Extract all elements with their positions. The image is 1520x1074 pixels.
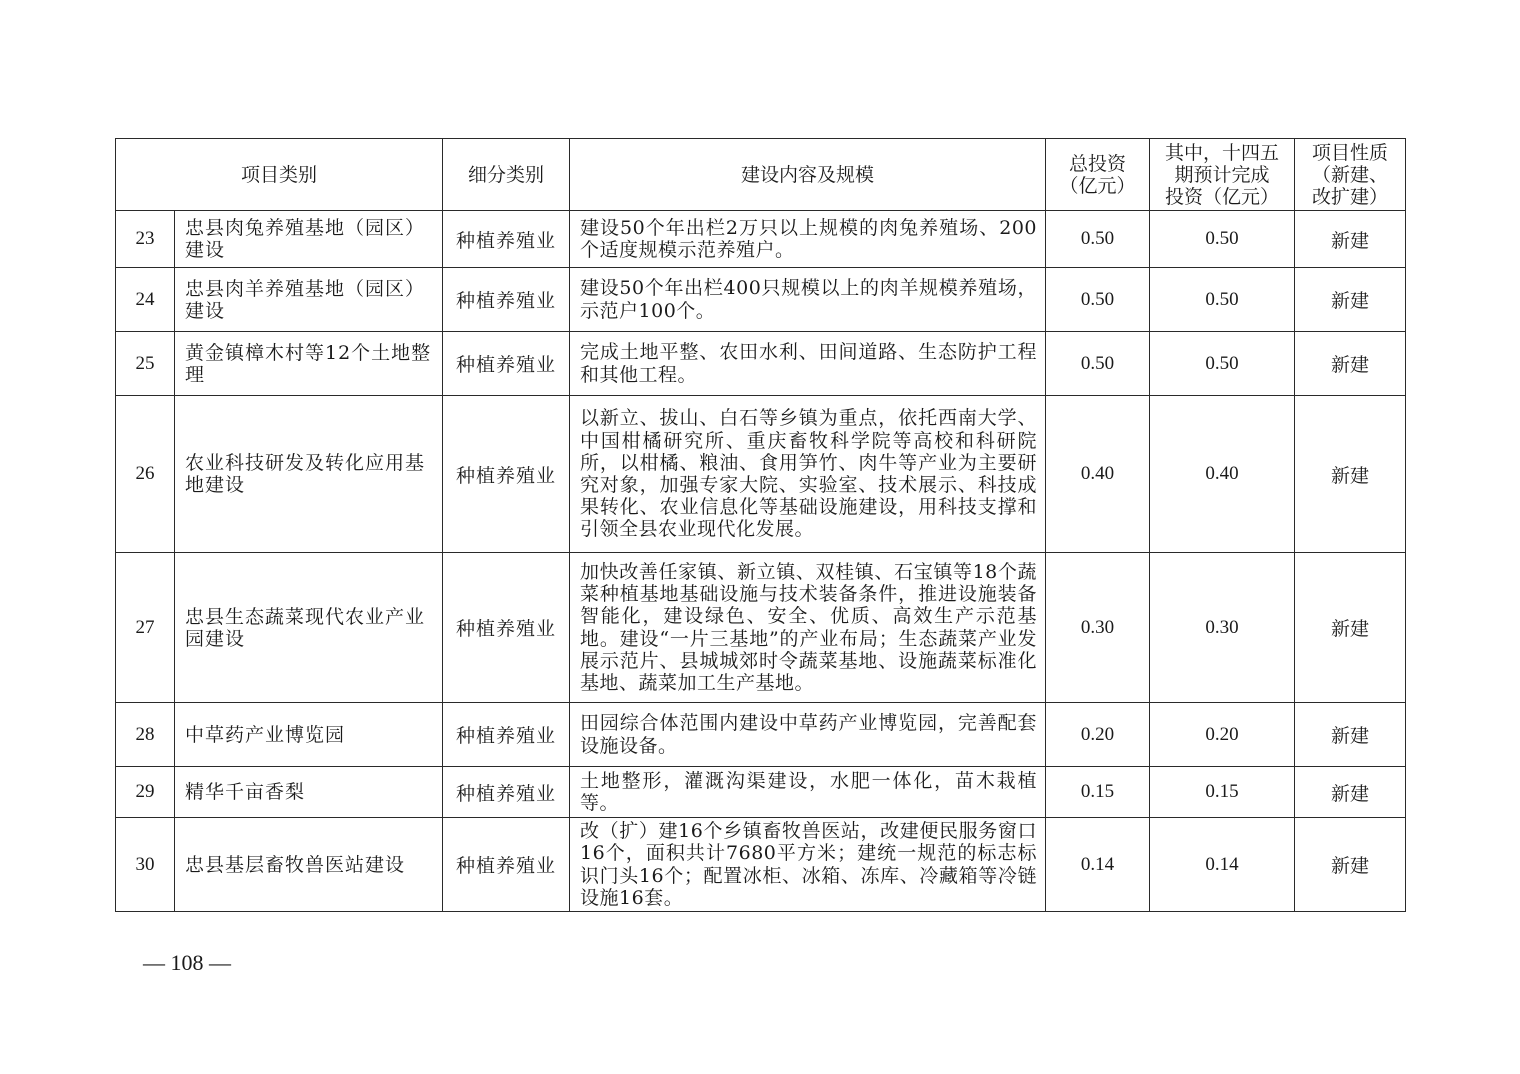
header-total-investment: [1046, 139, 1150, 211]
project-content: 建设50个年出栏400只规模以上的肉羊规模养殖场，示范户100个。: [570, 268, 1046, 332]
project-table: [115, 138, 1406, 912]
header-planned-investment: [1150, 139, 1295, 211]
header-planned-line3: 投资（亿元）: [1165, 185, 1280, 208]
header-nature-line3: 改扩建）: [1312, 185, 1389, 208]
header-nature-line2: （新建、: [1312, 163, 1389, 186]
planned-investment: 0.14: [1150, 818, 1295, 912]
planned-investment: 0.50: [1150, 332, 1295, 396]
project-subcategory: 种植养殖业: [443, 818, 570, 912]
project-name: 忠县肉羊养殖基地（园区）建设: [175, 268, 443, 332]
project-subcategory: 种植养殖业: [443, 767, 570, 818]
project-content: 田园综合体范围内建设中草药产业博览园，完善配套设施设备。: [570, 703, 1046, 767]
project-subcategory: 种植养殖业: [443, 553, 570, 703]
project-nature: 新建: [1295, 268, 1406, 332]
table-row: [116, 332, 1406, 396]
project-nature: 新建: [1295, 553, 1406, 703]
row-number: 28: [116, 703, 175, 767]
project-nature: 新建: [1295, 767, 1406, 818]
table-row: [116, 396, 1406, 553]
total-investment: 0.15: [1046, 767, 1150, 818]
table-row: [116, 703, 1406, 767]
project-nature: 新建: [1295, 332, 1406, 396]
project-name: 农业科技研发及转化应用基地建设: [175, 396, 443, 553]
project-name: 黄金镇樟木村等12个土地整理: [175, 332, 443, 396]
project-nature: 新建: [1295, 818, 1406, 912]
project-nature: 新建: [1295, 211, 1406, 268]
project-nature: 新建: [1295, 703, 1406, 767]
project-subcategory: 种植养殖业: [443, 211, 570, 268]
total-investment: 0.30: [1046, 553, 1150, 703]
header-planned-line1: 其中，十四五: [1165, 141, 1280, 164]
header-planned-line2: 期预计完成: [1174, 163, 1270, 186]
table-header-row: [116, 139, 1406, 211]
project-subcategory: 种植养殖业: [443, 703, 570, 767]
total-investment: 0.50: [1046, 332, 1150, 396]
project-name: 忠县肉兔养殖基地（园区）建设: [175, 211, 443, 268]
table-row: [116, 211, 1406, 268]
total-investment: 0.20: [1046, 703, 1150, 767]
row-number: 26: [116, 396, 175, 553]
total-investment: 0.14: [1046, 818, 1150, 912]
row-number: 27: [116, 553, 175, 703]
header-subcategory: 细分类别: [443, 139, 570, 211]
row-number: 23: [116, 211, 175, 268]
project-content: 建设50个年出栏2万只以上规模的肉兔养殖场、200个适度规模示范养殖户。: [570, 211, 1046, 268]
project-content: 以新立、拔山、白石等乡镇为重点，依托西南大学、中国柑橘研究所、重庆畜牧科学院等高校和科研院所，以柑橘、粮油、食用笋竹、肉牛等产业为主要研究对象，加强专家大院、实验室、技术展示、科技成果转化、农业信息化等基础设施建设，用科技支撑和引领全县农业现代化发展。: [570, 396, 1046, 553]
project-nature: 新建: [1295, 396, 1406, 553]
header-total-line1: 总投资: [1069, 152, 1127, 175]
planned-investment: 0.15: [1150, 767, 1295, 818]
table-row: [116, 553, 1406, 703]
project-name: 忠县生态蔬菜现代农业产业园建设: [175, 553, 443, 703]
planned-investment: 0.40: [1150, 396, 1295, 553]
total-investment: 0.50: [1046, 211, 1150, 268]
project-name: 中草药产业博览园: [175, 703, 443, 767]
project-name: 精华千亩香梨: [175, 767, 443, 818]
planned-investment: 0.20: [1150, 703, 1295, 767]
project-content: 土地整形，灌溉沟渠建设，水肥一体化，苗木栽植等。: [570, 767, 1046, 818]
row-number: 30: [116, 818, 175, 912]
total-investment: 0.50: [1046, 268, 1150, 332]
table-row: [116, 767, 1406, 818]
project-content: 改（扩）建16个乡镇畜牧兽医站，改建便民服务窗口16个，面积共计7680平方米；建统一规范的标志标识门头16个；配置冰柜、冰箱、冻库、冷藏箱等冷链设施16套。: [570, 818, 1046, 912]
project-subcategory: 种植养殖业: [443, 332, 570, 396]
planned-investment: 0.50: [1150, 211, 1295, 268]
table-row: [116, 818, 1406, 912]
total-investment: 0.40: [1046, 396, 1150, 553]
planned-investment: 0.50: [1150, 268, 1295, 332]
row-number: 29: [116, 767, 175, 818]
header-category: 项目类别: [116, 139, 443, 211]
header-nature-line1: 项目性质: [1312, 141, 1389, 164]
project-subcategory: 种植养殖业: [443, 268, 570, 332]
row-number: 25: [116, 332, 175, 396]
project-name: 忠县基层畜牧兽医站建设: [175, 818, 443, 912]
planned-investment: 0.30: [1150, 553, 1295, 703]
row-number: 24: [116, 268, 175, 332]
project-content: 完成土地平整、农田水利、田间道路、生态防护工程和其他工程。: [570, 332, 1046, 396]
project-subcategory: 种植养殖业: [443, 396, 570, 553]
table-row: [116, 268, 1406, 332]
header-project-nature: [1295, 139, 1406, 211]
page-number: — 108 —: [143, 950, 231, 975]
project-content: 加快改善任家镇、新立镇、双桂镇、石宝镇等18个蔬菜种植基地基础设施与技术装备条件，推进设施装备智能化，建设绿色、安全、优质、高效生产示范基地。建设“一片三基地”的产业布局；生态蔬菜产业发展示范片、县城城郊时令蔬菜基地、设施蔬菜标准化基地、蔬菜加工生产基地。: [570, 553, 1046, 703]
header-content: 建设内容及规模: [570, 139, 1046, 211]
header-total-line2: （亿元）: [1059, 174, 1136, 197]
